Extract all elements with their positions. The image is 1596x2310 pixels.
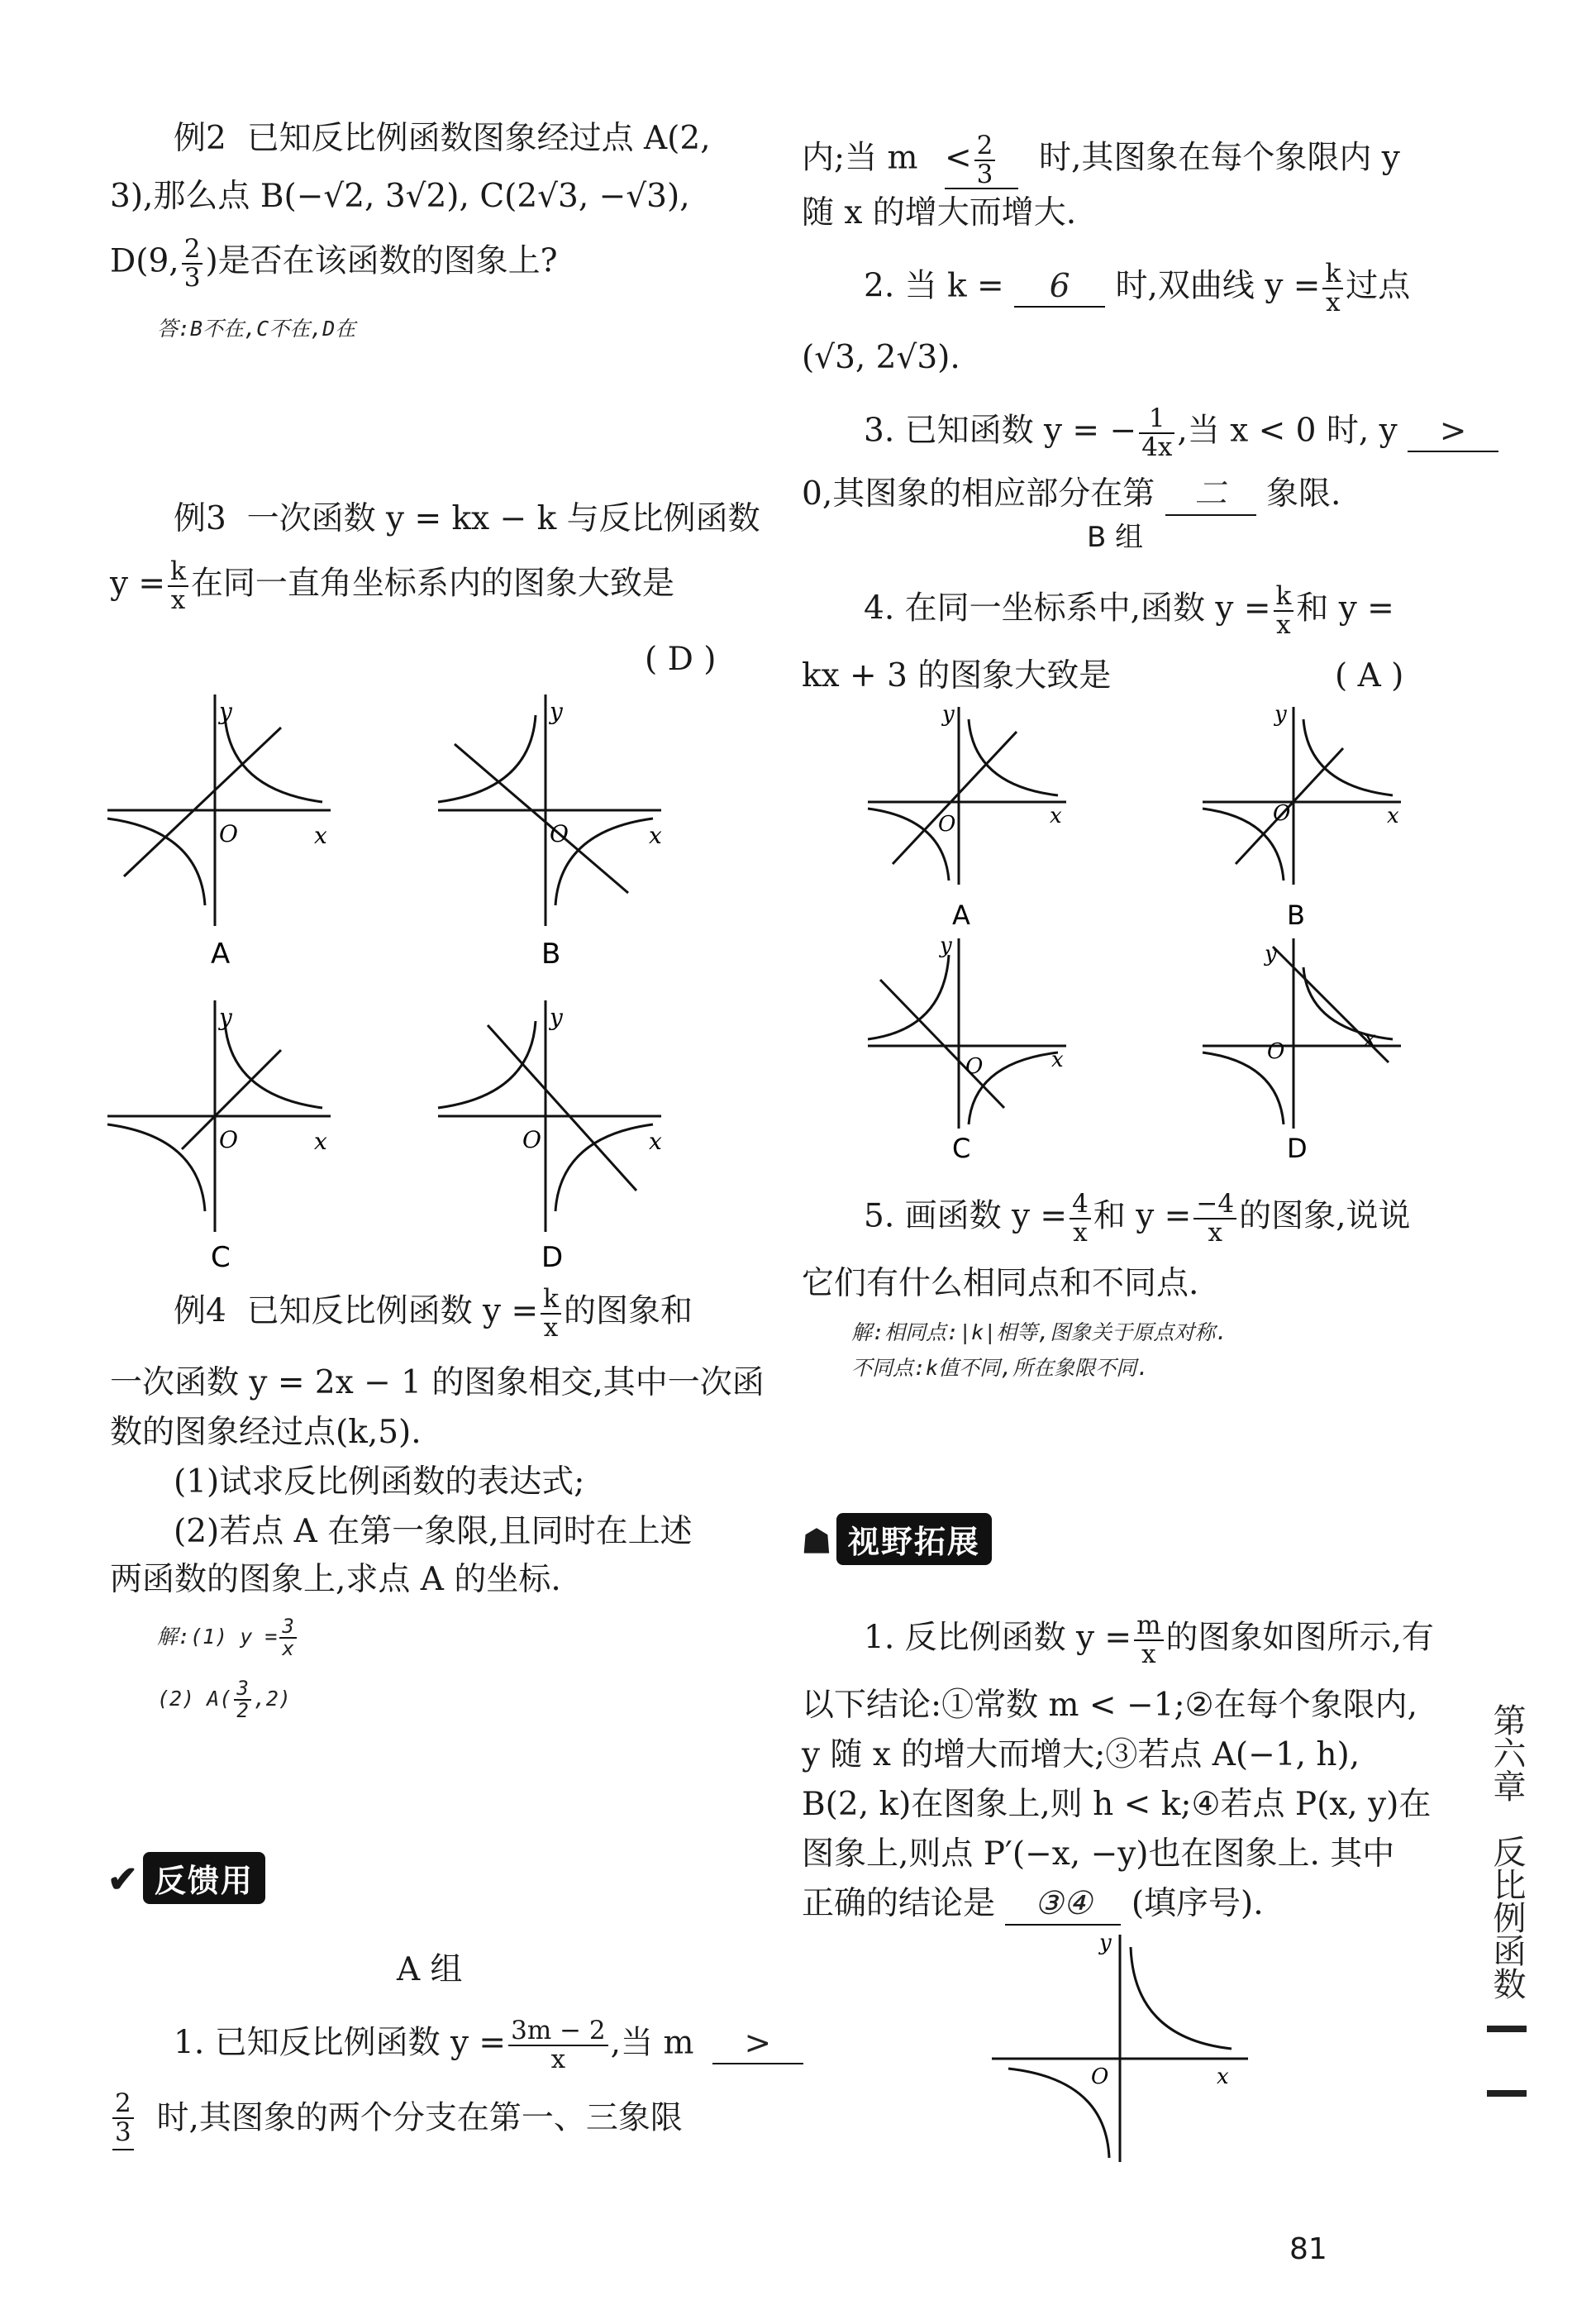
q4-graphs [860,694,1438,1166]
origin-label: O [1267,1039,1285,1064]
example4-text1b: 的图象和 [563,1292,693,1330]
q3-text: 象限. [1266,475,1341,513]
x-label: x [1217,2064,1229,2089]
hyperbola-branch [1303,719,1393,795]
example2-line2: 3),那么点 B(−√2, 3√2), C(2√3, −√3), [110,178,690,215]
ext-text: 正确的结论是 [802,1885,996,1922]
example4-line1 [174,1286,693,1341]
example3-text2b: 在同一直角坐标系内的图象大致是 [190,565,674,603]
feedback-q3-line2 [802,475,1341,516]
example4-solution2 [157,1678,291,1721]
fraction: $\frac{1}{4x}$ [1139,405,1174,461]
feedback-q4-line1 [864,583,1394,638]
hyperbola-branch [868,809,949,881]
feedback-q5-line1 [864,1191,1410,1246]
y-label: y [550,698,563,725]
example4-solution1 [157,1616,299,1659]
option-c-label: C [952,1133,971,1164]
checkmark-icon: ✔ [107,1859,138,1901]
origin-label: O [1273,801,1291,826]
example2-answer: 答:B不在,C不在,D在 [157,317,356,341]
hyperbola-branch [868,955,949,1039]
feedback-q5-line2: 它们有什么相同点和不同点. [802,1265,1199,1302]
chapter-number: 第六章 [1488,1703,1526,1802]
q1-text: 时,其图象的两个分支在第一、三象限 [156,2099,683,2137]
example2-text1: 已知反比例函数图象经过点 A(2, [246,120,711,157]
example2-line1 [174,120,711,159]
group-b-title: B 组 [1087,521,1144,554]
fraction: $\frac{k}{x}$ [541,1286,561,1341]
graph-a [107,694,331,926]
feedback-heading [107,1852,265,1904]
fraction: $\frac{3m - 2}{x}$ [508,2017,608,2073]
fraction: $\frac{2}{3}$ [182,236,203,291]
ext-text: 的图象如图所示,有 [1165,1619,1434,1657]
extension-graph [984,1926,1265,2166]
x-label: x [1050,804,1062,828]
feedback-q1-line1 [174,2017,803,2073]
answer-sign: < [944,139,972,177]
extension-line6 [802,1885,1264,1926]
y-label: y [1265,942,1277,966]
extension-line4: B(2, k)在图象上,则 h < k;④若点 P(x, y)在 [802,1786,1432,1823]
fraction: $\frac{2}{3}$ [974,132,996,188]
q4-text: 和 y = [1296,589,1394,628]
chapter-title: 反比例函数 [1488,1835,1526,2000]
q5-text: 的图象,说说 [1239,1197,1411,1235]
origin-label: O [1091,2064,1109,2089]
extension-answer-blank: ③④ [1005,1885,1121,1926]
example4-q2a: (2)若点 A 在第一象限,且同时在上述 [174,1513,693,1550]
graph-b [1203,707,1401,885]
fraction: $\frac{4}{x}$ [1070,1191,1091,1246]
hyperbola-branch [555,1124,653,1211]
option-b-label: B [1287,900,1305,931]
y-label: y [1274,702,1287,727]
origin-label: O [219,1126,238,1153]
line [455,744,628,893]
origin-label: O [550,820,569,847]
option-c-label: C [211,1241,231,1273]
hyperbola-branch [107,1124,205,1211]
fraction: $\frac{2}{3}$ [112,2090,134,2150]
extension-line3: y 随 x 的增大而增大;③若点 A(−1, h), [802,1736,1360,1773]
option-d-label: D [541,1241,564,1273]
q5-solution2: 不同点:k值不同,所在象限不同. [851,1356,1150,1380]
x-label: x [1051,1048,1064,1072]
hourglass-icon [1484,2024,1530,2098]
origin-label: O [965,1054,984,1079]
y-label: y [1099,1931,1112,1955]
example3-text2a: y = [110,565,166,603]
q5-text: 5. 画函数 y = [864,1197,1068,1235]
graph-a [868,707,1066,885]
extension-heading [802,1513,992,1565]
graph-d [438,1000,661,1232]
extension-heading-text: 视野拓展 [836,1513,992,1565]
extension-line1 [864,1612,1434,1668]
option-a-label: A [211,938,231,971]
fraction: $\frac{3}{x}$ [279,1616,296,1659]
y-label: y [219,1004,232,1031]
graph-c [107,1000,331,1232]
x-label: x [1387,804,1399,828]
x-label: x [1364,1027,1376,1052]
hyperbola-branch [107,819,205,905]
example-label: 例4 [174,1292,226,1330]
example3-line1 [174,500,760,539]
solution-text: ,2) [253,1687,291,1711]
q2-text: 时,双曲线 y = [1115,267,1321,305]
q5-solution1: 解:相同点:|k|相等,图象关于原点对称. [851,1320,1228,1344]
x-label: x [649,822,662,849]
hyperbola-branch [1131,1947,1232,2049]
solution-text: (2) A( [157,1687,232,1711]
origin-label: O [219,820,238,847]
extension-line5: 图象上,则点 P′(−x, −y)也在图象上. 其中 [802,1835,1395,1873]
hyperbola-branch [438,1021,536,1108]
group-a-title: A 组 [397,1951,463,1988]
line [488,1025,636,1191]
ext-text: 1. 反比例函数 y = [864,1619,1132,1657]
q2-text: 过点 [1346,267,1411,305]
q3-answer-blank: > [1408,413,1498,453]
feedback-q1-line4: 随 x 的增大而增大. [802,194,1077,231]
ext-text: (填序号). [1131,1885,1264,1922]
q3-text: ,当 x < 0 时, y [1177,412,1398,450]
q1-text: ,当 m [610,2024,694,2062]
origin-label: O [522,1126,541,1153]
hyperbola-branch [555,819,653,905]
y-label: y [219,698,232,725]
hyperbola-branch [225,1021,322,1108]
hyperbola-branch [1203,809,1284,881]
q1-answer-blank: > [712,2025,803,2065]
q1-text: 时,其图象在每个象限内 y [1038,139,1400,177]
hyperbola-branch [1303,967,1393,1039]
fraction: $\frac{3}{2}$ [234,1678,250,1721]
hyperbola-branch [438,715,536,802]
example-label: 例3 [174,500,226,537]
q1-answer-blank2 [945,132,1018,189]
feedback-q1-line3 [802,132,1400,189]
feedback-q3-line1 [864,405,1498,461]
example3-graphs [99,678,760,1273]
q1-text: 1. 已知反比例函数 y = [174,2024,507,2062]
option-d-label: D [1287,1133,1308,1164]
example4-text1a: 已知反比例函数 y = [246,1292,539,1330]
example3-answer: ( D ) [645,641,717,678]
example4-line3: 数的图象经过点(k,5). [110,1414,422,1451]
example2-text3a: D(9, [110,242,179,280]
q2-text: 2. 当 k = [864,267,1004,305]
feedback-q2-line2: (√3, 2√3). [802,339,960,376]
feedback-q4-line2: kx + 3 的图象大致是 [802,657,1112,694]
fraction: $\frac{m}{x}$ [1134,1612,1163,1668]
y-label: y [940,933,952,958]
q4-text: 4. 在同一坐标系中,函数 y = [864,589,1271,628]
graph-c [868,938,1066,1129]
x-label: x [314,1128,327,1155]
solution-text: 解:(1) y = [157,1625,278,1649]
q3-text: 3. 已知函数 y = − [864,412,1137,450]
example4-q2b: 两函数的图象上,求点 A 的坐标. [110,1561,561,1598]
example3-text1: 一次函数 y = kx − k 与反比例函数 [246,500,760,537]
q1-text: 内;当 m [802,139,918,177]
q2-answer-blank: 6 [1014,268,1105,308]
fraction: $\frac{k}{x}$ [1274,583,1294,638]
q4-answer: ( A ) [1335,657,1404,694]
line [893,732,1017,864]
option-a-label: A [952,900,970,931]
q5-text: 和 y = [1093,1197,1192,1235]
chapter-sidebar [1478,1695,1536,2107]
example2-text3b: )是否在该函数的图象上? [205,242,558,280]
q3-answer-blank2: 二 [1165,475,1256,516]
q3-text: 0,其图象的相应部分在第 [802,475,1155,513]
origin-label: O [938,812,956,837]
fraction: $\frac{-4}{x}$ [1193,1191,1236,1246]
feedback-q1-line2 [110,2090,683,2150]
fraction: $\frac{k}{x}$ [1322,260,1343,316]
line [880,980,1004,1108]
example4-line2: 一次函数 y = 2x − 1 的图象相交,其中一次函 [110,1364,765,1401]
option-b-label: B [541,938,561,971]
feedback-heading-text: 反馈用 [143,1852,265,1904]
page-number: 81 [1289,2232,1327,2266]
example-label: 例2 [174,120,226,157]
example2-line3 [110,236,558,291]
graph-b [438,694,661,926]
x-label: x [314,822,327,849]
extension-line2: 以下结论:①常数 m < −1;②在每个象限内, [802,1687,1417,1724]
y-label: y [550,1004,563,1031]
example3-line2 [110,558,674,613]
x-label: x [649,1128,662,1155]
hyperbola-branch [225,715,322,802]
example4-q1: (1)试求反比例函数的表达式; [174,1463,585,1501]
line [124,728,281,876]
hyperbola-branch [969,719,1058,795]
feedback-q2-line1 [864,260,1410,316]
fraction: $\frac{k}{x}$ [168,558,188,613]
person-icon: ☗ [802,1522,831,1561]
y-label: y [942,702,955,727]
